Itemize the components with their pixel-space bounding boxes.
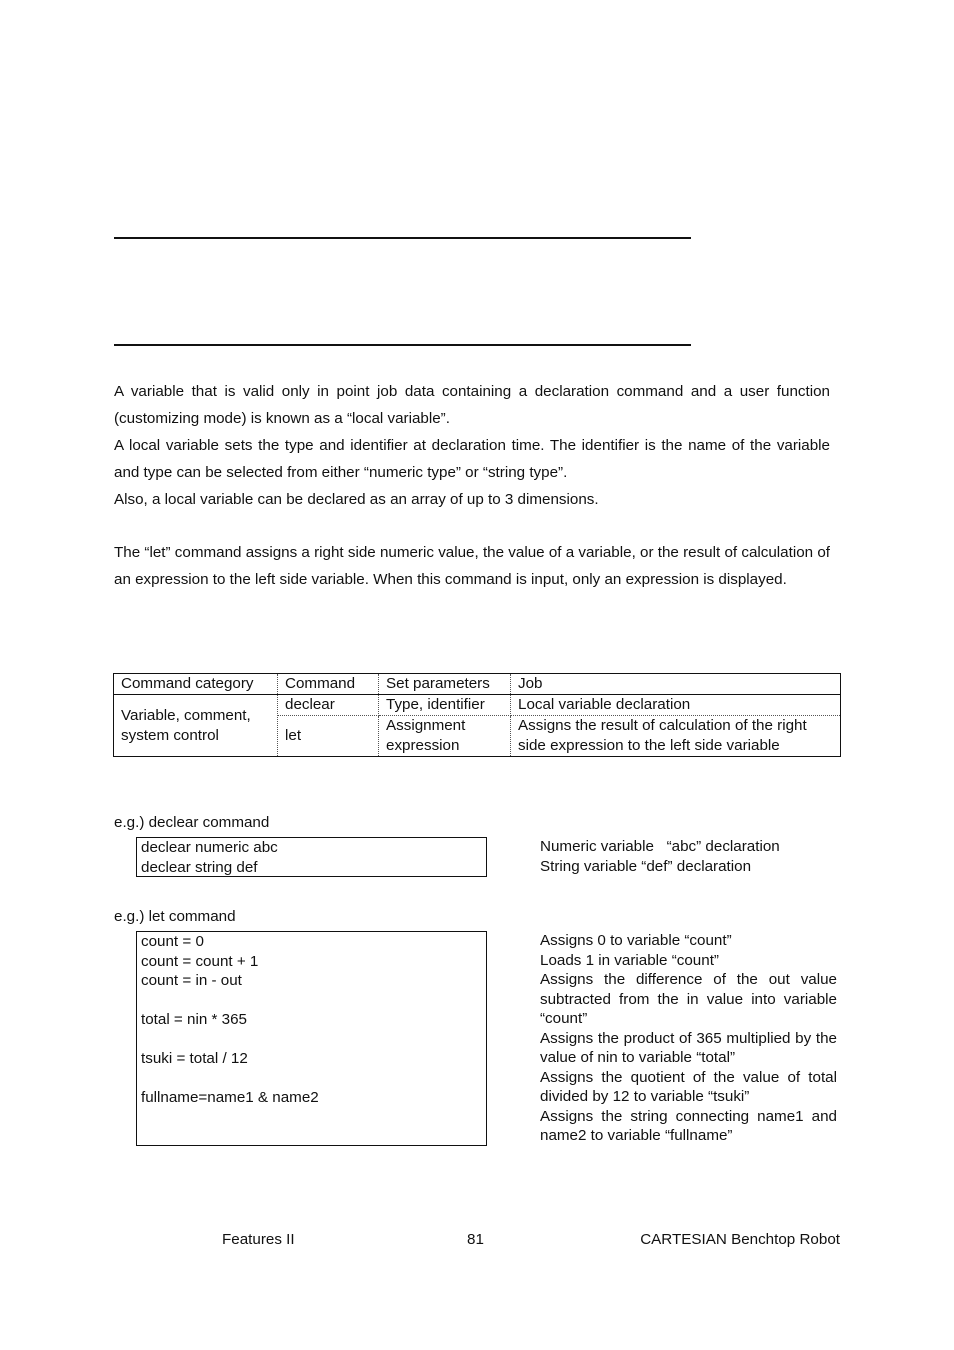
job-cell: Assigns the result of calculation of the right side expression to the left side variable: [511, 716, 841, 757]
let-command-paragraph: [114, 539, 830, 593]
let-example-label: e.g.) let command: [114, 908, 236, 925]
table-row: [114, 695, 841, 716]
header-cell: Command: [278, 674, 379, 695]
footer-page-number: 81: [467, 1231, 484, 1248]
code-line: tsuki = total / 12: [141, 1050, 248, 1067]
note-line: String variable “def” declaration: [540, 857, 752, 875]
code-line: fullname=name1 & name2: [141, 1089, 319, 1106]
bottom-rule: [114, 344, 691, 346]
code-line: declear string def: [141, 858, 258, 876]
header-cell: Set parameters: [379, 674, 511, 695]
table-header-row: [114, 674, 841, 695]
code-line: count = 0: [141, 933, 204, 950]
category-cell: Variable, comment, system control: [114, 695, 278, 757]
job-cell: Local variable declaration: [511, 695, 841, 716]
declear-notes: [540, 837, 837, 876]
header-cell: Job: [511, 674, 841, 695]
code-line: [141, 1030, 486, 1050]
command-cell: declear: [278, 695, 379, 716]
code-line: [141, 1069, 486, 1089]
params-cell: Assignment expression: [379, 716, 511, 757]
local-variable-paragraph: [114, 378, 830, 513]
note-line: Assigns the quotient of the value of total divided by 12 to variable “tsuki”: [540, 1068, 837, 1105]
code-line: declear numeric abc: [141, 839, 278, 856]
paragraph-line: A local variable sets the type and identifier at declaration time. The identifier is the name of the variable and type can be selected from either “numeric type” or “string type”.: [114, 437, 830, 481]
note-line: Assigns the string connecting name1 and name2 to variable “fullname”: [540, 1107, 837, 1144]
note-line: Assigns the difference of the out value subtracted from the in value into variable “count”: [540, 971, 837, 1027]
command-cell: let: [278, 716, 379, 757]
command-table: [113, 673, 841, 757]
header-cell: Command category: [114, 674, 278, 695]
note-line: Assigns 0 to variable “count”: [540, 932, 732, 949]
paragraph-line: The “let” command assigns a right side numeric value, the value of a variable, or the result of calculation of an expression to the left side variable. When this command is input, only an expression is displayed.: [114, 544, 830, 588]
paragraph-line: Also, a local variable can be declared as an array of up to 3 dimensions.: [114, 491, 599, 508]
footer-product-name: CARTESIAN Benchtop Robot: [640, 1231, 840, 1248]
declear-code-box: [136, 837, 487, 877]
code-line: [141, 991, 486, 1011]
code-line: total = nin * 365: [141, 1011, 247, 1028]
footer-section-title: Features II: [222, 1231, 295, 1248]
paragraph-line: A variable that is valid only in point job data containing a declaration command and a user function (customizing mode) is known as a “local variable”.: [114, 383, 830, 427]
note-line: Assigns the product of 365 multiplied by the value of nin to variable “total”: [540, 1029, 837, 1066]
declear-example-label: e.g.) declear command: [114, 814, 270, 831]
let-notes: [540, 931, 837, 1146]
code-line: count = in - out: [141, 972, 242, 989]
code-line: count = count + 1: [141, 952, 259, 970]
top-rule: [114, 237, 691, 239]
note-line: Loads 1 in variable “count”: [540, 951, 719, 969]
params-cell: Type, identifier: [379, 695, 511, 716]
let-code-box: [136, 931, 487, 1146]
note-line: Numeric variable “abc” declaration: [540, 838, 780, 855]
